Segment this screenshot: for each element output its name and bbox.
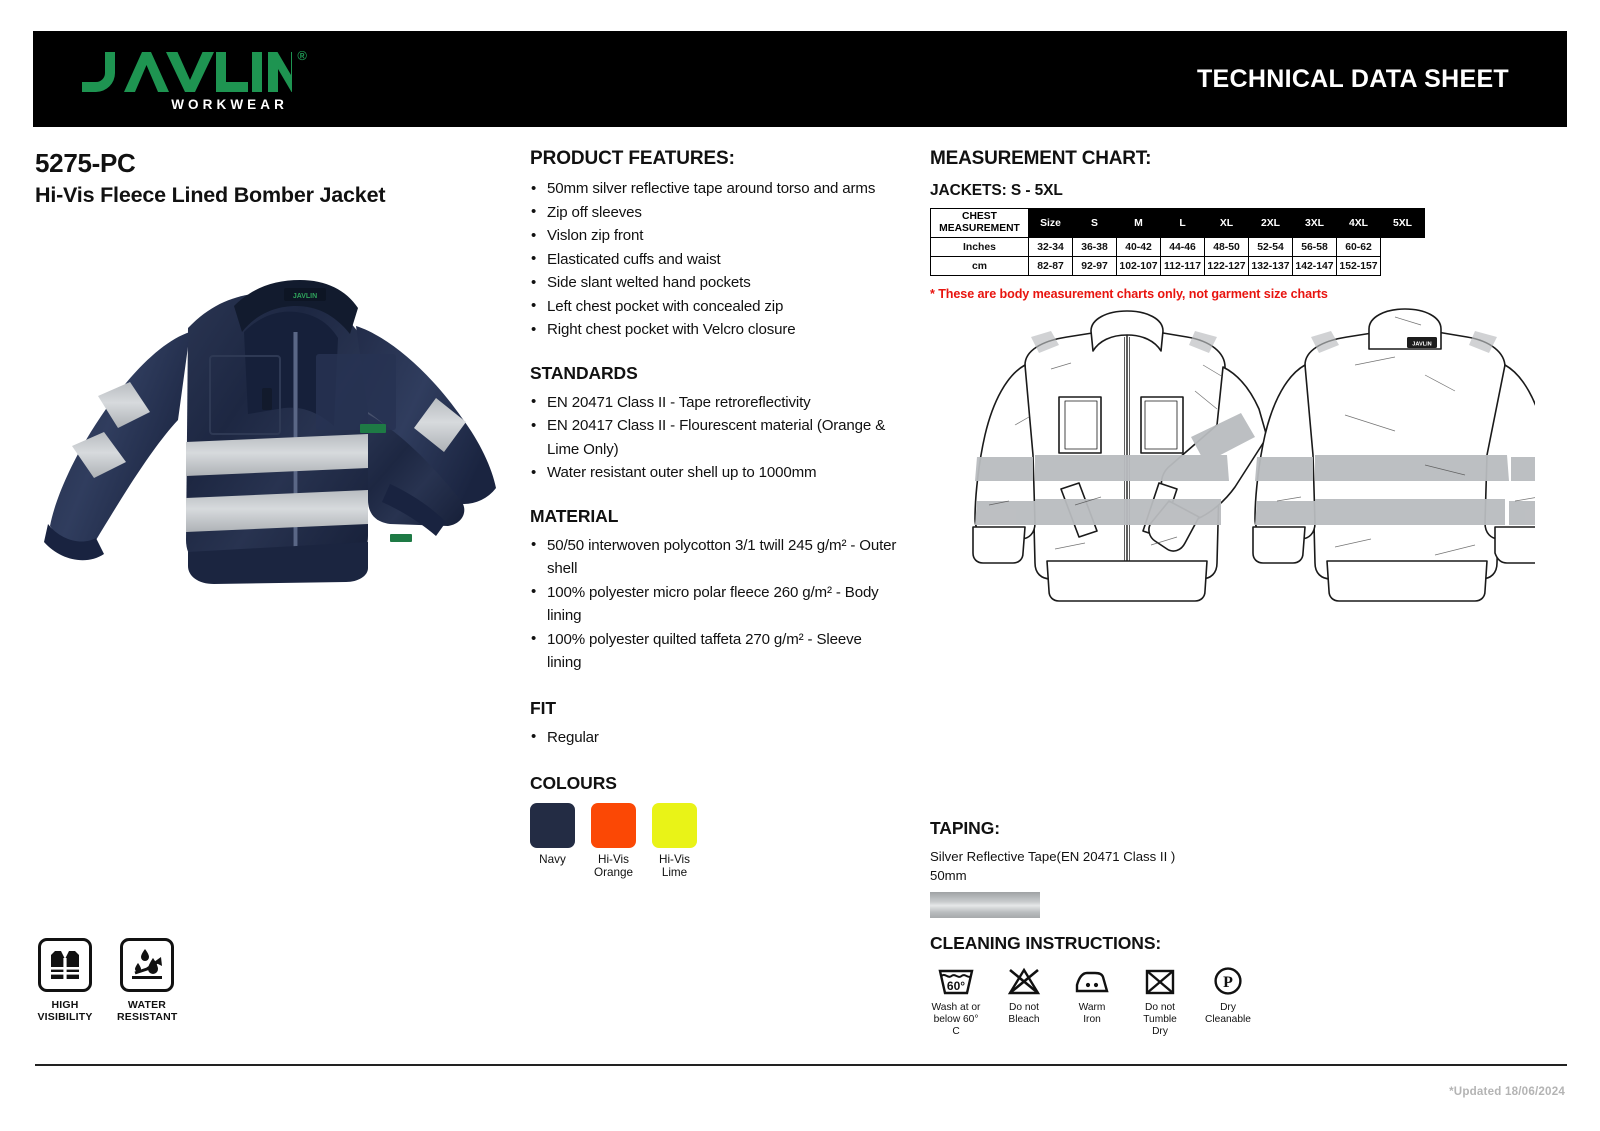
list-item: • Right chest pocket with Velcro closure	[530, 318, 900, 342]
badge-high-visibility	[35, 938, 95, 1024]
cleaning-heading: CLEANING INSTRUCTIONS:	[930, 933, 1162, 953]
care-label	[1134, 1002, 1186, 1037]
cell: 102-107	[1117, 257, 1161, 276]
list-item: • Regular	[530, 726, 900, 750]
list-item: • Water resistant outer shell up to 1000mm	[530, 461, 900, 485]
measurement-chart-heading: MEASUREMENT CHART:	[930, 148, 1152, 169]
badge-water-resistant	[117, 938, 177, 1024]
cell: 82-87	[1029, 257, 1073, 276]
care-line-2: Iron	[1083, 1013, 1101, 1025]
column-header-xl: XL	[1205, 209, 1249, 238]
table-header-row	[931, 209, 1425, 238]
product-name: Hi-Vis Fleece Lined Bomber Jacket	[35, 183, 386, 207]
care-item-bleach	[998, 964, 1050, 1026]
silver-tape-swatch	[930, 892, 1040, 918]
product-features-heading: PRODUCT FEATURES:	[530, 148, 735, 169]
cell: 40-42	[1117, 238, 1161, 257]
care-item-dry-clean	[1202, 964, 1254, 1026]
standards-list	[530, 391, 900, 485]
column-header-l: L	[1161, 209, 1205, 238]
fit-list	[530, 726, 900, 750]
cell: 152-157	[1337, 257, 1381, 276]
specifications-column	[530, 148, 900, 880]
taping-line-1: Silver Reflective Tape(EN 20471 Class II )	[930, 849, 1176, 864]
column-header-s: S	[1073, 209, 1117, 238]
registered-trademark-icon: ®	[297, 48, 307, 63]
cell: 92-97	[1073, 257, 1117, 276]
cell: 122-127	[1205, 257, 1249, 276]
material-list	[530, 534, 900, 675]
colour-swatch-hi-vis-orange[interactable]	[591, 803, 636, 880]
care-item-tumble-dry	[1134, 964, 1186, 1037]
svg-text:JAVLIN: JAVLIN	[1412, 341, 1432, 348]
brand-subtitle: WORKWEAR	[171, 97, 288, 112]
badge-label	[117, 999, 177, 1024]
colour-swatch-row	[530, 803, 900, 880]
svg-text:JAVLIN: JAVLIN	[292, 293, 318, 300]
updated-date: *Updated 18/06/2024	[1449, 1085, 1565, 1098]
care-line-2: below 60° C	[933, 1013, 979, 1037]
care-line-1: Do not	[1008, 1002, 1039, 1013]
standards-heading: STANDARDS	[530, 362, 638, 383]
taping-heading: TAPING:	[930, 818, 1000, 838]
list-item: • EN 20471 Class II - Tape retroreflectivity	[530, 391, 900, 415]
list-item: • 50/50 interwoven polycotton 3/1 twill 245 g/m² - Outer shell	[530, 534, 900, 581]
list-item: • Side slant welted hand pockets	[530, 271, 900, 295]
cell: 48-50	[1205, 238, 1249, 257]
row-label-cm: cm	[931, 257, 1029, 276]
column-header-5xl: 5XL	[1381, 209, 1425, 238]
list-item: • Zip off sleeves	[530, 201, 900, 225]
cell: 112-117	[1161, 257, 1205, 276]
cleaning-instructions-section	[930, 933, 1260, 1037]
swatch-label: Hi-Vis Orange	[594, 853, 633, 880]
cell: 36-38	[1073, 238, 1117, 257]
taping-line-2: 50mm	[930, 868, 967, 883]
list-item: • Vislon zip front	[530, 224, 900, 248]
warm-iron-icon	[1066, 964, 1118, 998]
product-features-list	[530, 177, 900, 342]
cell: 32-34	[1029, 238, 1073, 257]
cell: 132-137	[1249, 257, 1293, 276]
do-not-bleach-icon	[998, 964, 1050, 998]
sheet-title: TECHNICAL DATA SHEET	[1196, 64, 1509, 93]
taping-section	[930, 818, 1350, 918]
list-item: • 100% polyester micro polar fleece 260 g/m² - Body lining	[530, 581, 900, 628]
care-item-wash	[930, 964, 982, 1037]
colours-heading: COLOURS	[530, 773, 617, 793]
header-bar	[33, 31, 1567, 127]
column-header-3xl: 3XL	[1293, 209, 1337, 238]
svg-text:60°: 60°	[946, 979, 966, 993]
badge-line-2: VISIBILITY	[37, 1011, 93, 1024]
cell: 142-147	[1293, 257, 1337, 276]
badge-label	[35, 999, 95, 1024]
list-item: • Elasticated cuffs and waist	[530, 248, 900, 272]
table-row	[931, 257, 1425, 276]
column-header-m: M	[1117, 209, 1161, 238]
water-drop-icon	[120, 938, 174, 992]
do-not-tumble-dry-icon	[1134, 964, 1186, 998]
fit-heading: FIT	[530, 697, 556, 718]
care-symbol-row	[930, 964, 1260, 1037]
wash-60-icon	[930, 964, 982, 998]
care-label	[930, 1002, 982, 1037]
product-photo	[38, 236, 508, 606]
care-label	[1202, 1002, 1254, 1026]
measurement-column	[930, 148, 1530, 301]
colour-swatch-hi-vis-lime[interactable]	[652, 803, 697, 880]
care-label	[998, 1002, 1050, 1026]
row-label-inches: Inches	[931, 238, 1029, 257]
measurement-disclaimer: * These are body measurement charts only, not garment size charts	[930, 287, 1328, 301]
column-header-4xl: 4XL	[1337, 209, 1381, 238]
badge-line-1: WATER	[127, 999, 167, 1011]
care-line-1: Dry	[1220, 1002, 1236, 1013]
technical-drawing	[955, 305, 1535, 605]
badge-line-2: RESISTANT	[117, 1011, 178, 1024]
taping-description	[930, 847, 1350, 885]
cell: 44-46	[1161, 238, 1205, 257]
colour-swatch-navy[interactable]	[530, 803, 575, 880]
list-item: • EN 20417 Class II - Flourescent material (Orange & Lime Only)	[530, 414, 900, 461]
dry-clean-p-icon	[1202, 964, 1254, 998]
column-header-size: Size	[1029, 209, 1073, 238]
table-row	[931, 238, 1425, 257]
badge-line-1: HIGH	[51, 999, 79, 1011]
certification-badges	[35, 938, 177, 1024]
list-item: • Left chest pocket with concealed zip	[530, 295, 900, 319]
cell: 56-58	[1293, 238, 1337, 257]
hi-vis-vest-icon	[38, 938, 92, 992]
size-chart-table	[930, 208, 1425, 276]
svg-text:P: P	[1223, 974, 1233, 991]
brand-logo	[80, 46, 307, 112]
care-item-iron	[1066, 964, 1118, 1026]
swatch-chip	[652, 803, 697, 848]
care-line-1: Do not	[1144, 1002, 1175, 1013]
material-heading: MATERIAL	[530, 505, 619, 526]
care-line-1: Wash at or	[931, 1002, 981, 1013]
swatch-label: Navy	[539, 853, 566, 866]
product-code: 5275-PC	[35, 148, 136, 178]
list-item: • 100% polyester quilted taffeta 270 g/m² - Sleeve lining	[530, 628, 900, 675]
care-line-2: Tumble Dry	[1143, 1013, 1177, 1037]
care-line-1: Warm	[1078, 1002, 1106, 1013]
care-label	[1066, 1002, 1118, 1026]
care-line-2: Bleach	[1008, 1013, 1040, 1025]
cell: 52-54	[1249, 238, 1293, 257]
swatch-chip	[591, 803, 636, 848]
swatch-chip	[530, 803, 575, 848]
swatch-label: Hi-Vis Lime	[659, 853, 690, 880]
cell: 60-62	[1337, 238, 1381, 257]
care-line-2: Cleanable	[1205, 1013, 1251, 1025]
column-header-2xl: 2XL	[1249, 209, 1293, 238]
javlin-logo-icon	[80, 50, 292, 94]
list-item: • 50mm silver reflective tape around torso and arms	[530, 177, 900, 201]
chest-measurement-label: CHEST MEASUREMENT	[931, 209, 1029, 238]
jackets-size-range: JACKETS: S - 5XL	[930, 182, 1063, 199]
footer-divider	[35, 1064, 1567, 1066]
